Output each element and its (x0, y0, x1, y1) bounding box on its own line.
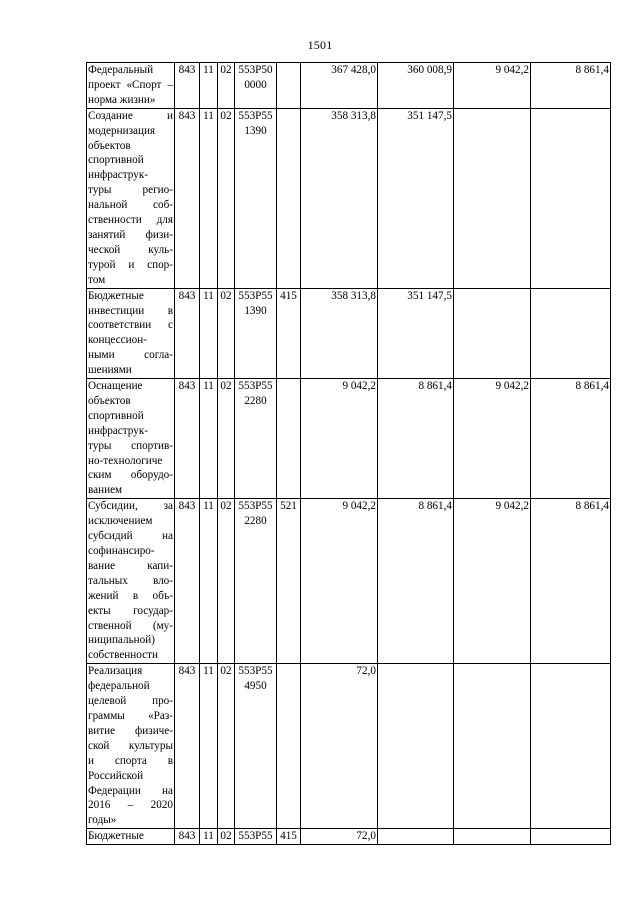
item-name-line: но-технологиче (88, 454, 163, 467)
target-article-line: 553Р55 (238, 500, 273, 513)
item-name-line: Российской (88, 769, 144, 782)
item-name-line: граммы «Раз- (88, 709, 173, 722)
amount-4-cell: 8 861,4 (531, 499, 611, 664)
target-article-cell (235, 499, 277, 664)
section-code-cell: 11 (200, 499, 218, 664)
item-name-line: федеральной (88, 680, 150, 693)
amount-1-cell: 9 042,2 (301, 499, 378, 664)
amount-1-cell: 358 313,8 (301, 108, 378, 288)
amount-1-cell: 72,0 (301, 829, 378, 845)
amount-4-cell (531, 108, 611, 288)
item-name-line: проект «Спорт – (88, 78, 173, 91)
section-code-cell: 11 (200, 829, 218, 845)
item-name-line: туры регио- (88, 184, 173, 197)
item-name-line: туры спортив- (88, 439, 173, 452)
item-name-line: Федеральный (88, 64, 154, 76)
subsection-code-cell: 02 (218, 108, 235, 288)
item-name-line: собственности (88, 649, 158, 662)
table-row (87, 499, 611, 664)
item-name-line: годы» (88, 814, 117, 827)
grbs-code-cell: 843 (175, 499, 200, 664)
amount-2-cell: 360 008,9 (378, 63, 454, 109)
target-article-cell (235, 664, 277, 829)
grbs-code-cell: 843 (175, 108, 200, 288)
target-article-line: 553Р55 (238, 109, 273, 122)
target-article-cell (235, 63, 277, 109)
item-name-cell (87, 63, 175, 109)
subsection-code-cell: 02 (218, 379, 235, 499)
subsection-code-cell: 02 (218, 288, 235, 378)
amount-4-cell (531, 288, 611, 378)
item-name-line: том (88, 273, 106, 286)
target-article-line: 4950 (244, 680, 267, 693)
amount-2-cell (378, 829, 454, 845)
page-number: 1501 (307, 38, 333, 52)
item-name-line: ванием (88, 484, 123, 497)
item-name-line: инвестиции в (88, 304, 173, 317)
amount-3-cell: 9 042,2 (454, 499, 531, 664)
amount-3-cell (454, 829, 531, 845)
item-name-line: модернизация (88, 124, 156, 137)
section-code-cell: 11 (200, 288, 218, 378)
item-name-line: норма жизни» (88, 93, 156, 106)
item-name-line: екты государ- (88, 604, 173, 617)
expense-type-cell: 415 (277, 288, 301, 378)
amount-2-cell: 8 861,4 (378, 379, 454, 499)
item-name-line: субсидий на (88, 530, 173, 543)
item-name-line: инфраструк- (88, 169, 148, 182)
budget-table (86, 62, 611, 845)
item-name-cell (87, 108, 175, 288)
subsection-code-cell: 02 (218, 499, 235, 664)
item-name-cell (87, 379, 175, 499)
subsection-code-cell: 02 (218, 829, 235, 845)
item-name-line: ским оборудо- (88, 469, 173, 482)
amount-3-cell: 9 042,2 (454, 63, 531, 109)
item-name-line: турой и спор- (88, 258, 173, 271)
subsection-code-cell: 02 (218, 63, 235, 109)
grbs-code-cell: 843 (175, 379, 200, 499)
item-name-line: Оснащение (88, 380, 143, 393)
target-article-cell (235, 288, 277, 378)
item-name-line: витие физиче- (88, 724, 173, 737)
grbs-code-cell: 843 (175, 829, 200, 845)
amount-2-cell: 8 861,4 (378, 499, 454, 664)
amount-1-cell: 358 313,8 (301, 288, 378, 378)
item-name-line: софинансиро- (88, 545, 155, 557)
target-article-line: 553Р55 (238, 289, 273, 302)
item-name-line: ственности для (88, 214, 173, 227)
amount-1-cell: 9 042,2 (301, 379, 378, 499)
grbs-code-cell: 843 (175, 664, 200, 829)
item-name-line: спортивной (88, 409, 144, 422)
item-name-cell (87, 288, 175, 378)
item-name-line: 2016 – 2020 (88, 799, 173, 812)
item-name-line: тальных вло- (88, 574, 173, 587)
item-name-line: объектов (88, 139, 131, 152)
item-name-line: объектов (88, 394, 131, 407)
expense-type-cell (277, 108, 301, 288)
amount-2-cell: 351 147,5 (378, 288, 454, 378)
expense-type-cell: 415 (277, 829, 301, 845)
expense-type-cell (277, 664, 301, 829)
item-name-line: концессион- (88, 334, 147, 347)
item-name-line: Бюджетные (88, 289, 144, 302)
item-name-line: Реализация (88, 665, 143, 678)
target-article-cell (235, 379, 277, 499)
item-name-line: инфраструк- (88, 424, 148, 437)
table-row (87, 63, 611, 109)
amount-3-cell (454, 288, 531, 378)
item-name-line: и спорта в (88, 754, 173, 767)
table-row (87, 664, 611, 829)
amount-4-cell (531, 664, 611, 829)
item-name-line: спортивной (88, 154, 144, 167)
item-name-line: ской культуры (88, 739, 173, 752)
amount-4-cell: 8 861,4 (531, 379, 611, 499)
table-row (87, 288, 611, 378)
target-article-cell (235, 829, 277, 845)
item-name-line: Федерации на (88, 784, 173, 797)
section-code-cell: 11 (200, 664, 218, 829)
item-name-line: занятий физи- (88, 228, 173, 241)
item-name-line: ческой куль- (88, 243, 173, 256)
item-name-line: ниципальной) (88, 634, 155, 647)
amount-3-cell (454, 108, 531, 288)
amount-2-cell (378, 664, 454, 829)
subsection-code-cell: 02 (218, 664, 235, 829)
item-name-line: Создание и (88, 109, 173, 122)
amount-4-cell: 8 861,4 (531, 63, 611, 109)
amount-2-cell: 351 147,5 (378, 108, 454, 288)
target-article-line: 553Р55 (238, 830, 273, 843)
item-name-line: жений в объ- (88, 589, 173, 602)
item-name-line: ными согла- (88, 349, 173, 362)
item-name-line: ственной (му- (88, 619, 173, 632)
amount-1-cell: 72,0 (301, 664, 378, 829)
target-article-line: 1390 (244, 304, 267, 317)
item-name-line: шениями (88, 364, 132, 377)
item-name-cell (87, 664, 175, 829)
amount-3-cell: 9 042,2 (454, 379, 531, 499)
table-row (87, 829, 611, 845)
target-article-line: 0000 (244, 78, 267, 91)
amount-4-cell (531, 829, 611, 845)
item-name-line: соответствии с (88, 319, 173, 332)
expense-type-cell: 521 (277, 499, 301, 664)
item-name-line: исключением (88, 515, 153, 528)
target-article-line: 2280 (244, 515, 267, 528)
item-name-line: нальной соб- (88, 199, 173, 212)
expense-type-cell (277, 379, 301, 499)
expense-type-cell (277, 63, 301, 109)
target-article-cell (235, 108, 277, 288)
table-row (87, 108, 611, 288)
item-name-line: целевой про- (88, 695, 173, 708)
section-code-cell: 11 (200, 379, 218, 499)
table-row (87, 379, 611, 499)
target-article-line: 1390 (244, 124, 267, 137)
item-name-line: вание капи- (88, 559, 173, 572)
item-name-cell (87, 499, 175, 664)
target-article-line: 553Р55 (238, 380, 273, 393)
target-article-line: 553Р55 (238, 665, 273, 678)
amount-3-cell (454, 664, 531, 829)
item-name-line: Субсидии, за (88, 500, 173, 513)
section-code-cell: 11 (200, 108, 218, 288)
grbs-code-cell: 843 (175, 63, 200, 109)
target-article-line: 2280 (244, 394, 267, 407)
item-name-cell (87, 829, 175, 845)
item-name-line: Бюджетные (88, 830, 144, 843)
target-article-line: 553Р50 (238, 64, 273, 76)
section-code-cell: 11 (200, 63, 218, 109)
grbs-code-cell: 843 (175, 288, 200, 378)
amount-1-cell: 367 428,0 (301, 63, 378, 109)
